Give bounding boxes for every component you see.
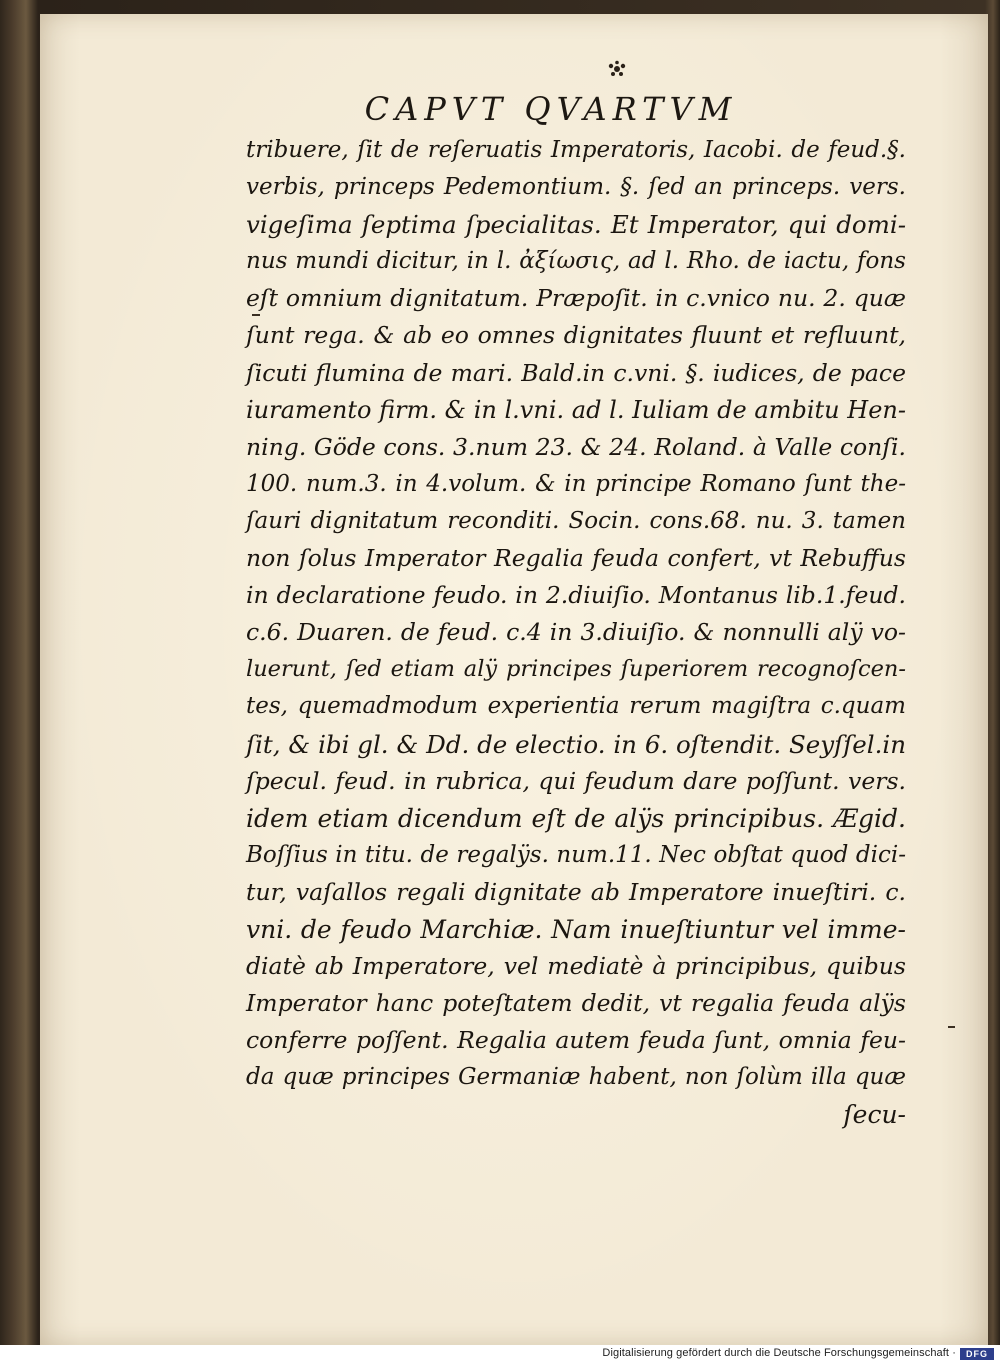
text-line: tribuere, ſit de reſeruatis Imperatoris, Iacobi. de feud.§. [246, 137, 906, 163]
text-line: ning. Göde cons. 3.num 23. & 24. Roland. à Valle conſi. [246, 432, 906, 461]
dfg-logo[interactable]: DFG [960, 1348, 994, 1360]
text-line: ſauri dignitatum reconditi. Socin. cons.68. nu. 3. tamen [246, 507, 906, 534]
body-text [246, 132, 906, 1134]
text-line: nus mundi dicitur, in l. ἀξίωσις, ad l. Rho. de iactu, fons [246, 248, 906, 275]
text-line: ſpecul. feud. in rubrica, qui feudum dare poſſunt. vers. [246, 766, 906, 795]
fleuron-icon [606, 60, 628, 78]
text-line: tur, vaſallos regali dignitate ab Imperatore inueſtiri. c. [246, 877, 906, 906]
text-line: luerunt, ſed etiam alÿ principes ſuperiorem recognoſcen- [246, 656, 906, 683]
text-line: tes, quemadmodum experientia rerum magiſtra c.quam [246, 693, 906, 720]
text-line: conferre poſſent. Regalia autem feuda ſunt, omnia feu- [246, 1026, 906, 1055]
text-line: ſit, & ibi gl. & Dd. de electio. in 6. oſtendit. Seyſſel.in [246, 729, 906, 759]
text-line: verbis, princeps Pedemontium. §. ſed an princeps. vers. [246, 174, 906, 201]
text-line: da quæ principes Germaniæ habent, non ſolùm illa quæ [246, 1064, 906, 1091]
text-line: diatè ab Imperatore, vel mediatè à principibus, quibus [246, 952, 906, 981]
margin-mark [948, 1026, 955, 1028]
text-line: in declaratione feudo. in 2.diuiſio. Montanus lib.1.feud. [246, 581, 906, 610]
book-page [40, 14, 988, 1345]
text-line: c.6. Duaren. de feud. c.4 in 3.diuiſio. & nonnulli alÿ vo- [246, 618, 906, 647]
text-line: ſunt rega. & ab eo omnes dignitates fluunt et refluunt, [246, 321, 906, 350]
footer-bar [0, 1345, 1000, 1363]
text-line: idem etiam dicendum eſt de alÿs principibus. Ægid. [246, 803, 906, 833]
text-line: ſicuti flumina de mari. Bald.in c.vni. §. iudices, de pace [246, 358, 906, 387]
catchword: ſecu- [843, 1100, 906, 1130]
text-line: iuramento firm. & in l.vni. ad l. Iuliam de ambitu Hen- [246, 395, 906, 424]
text-line: non ſolus Imperator Regalia feuda confert, vt Rebuffus [246, 544, 906, 573]
running-head: CAPVT QVARTVM [364, 90, 738, 128]
text-line: eſt omnium dignitatum. Præpoſit. in c.vnico nu. 2. quæ [246, 284, 906, 313]
text-line: 100. num.3. in 4.volum. & in principe Romano ſunt the- [246, 470, 906, 497]
text-line: Imperator hanc poteſtatem dedit, vt regalia feuda alÿs [246, 989, 906, 1018]
text-line: Boſſius in titu. de regalÿs. num.11. Nec obſtat quod dici- [246, 841, 906, 868]
text-line: vni. de feudo Marchiæ. Nam inueſtiuntur vel imme- [246, 914, 906, 944]
text-line: vigeſima ſeptima ſpecialitas. Et Imperator, qui domi- [246, 210, 906, 240]
funding-notice: Digitalisierung gefördert durch die Deutsche Forschungsgemeinschaft · [602, 1347, 956, 1359]
